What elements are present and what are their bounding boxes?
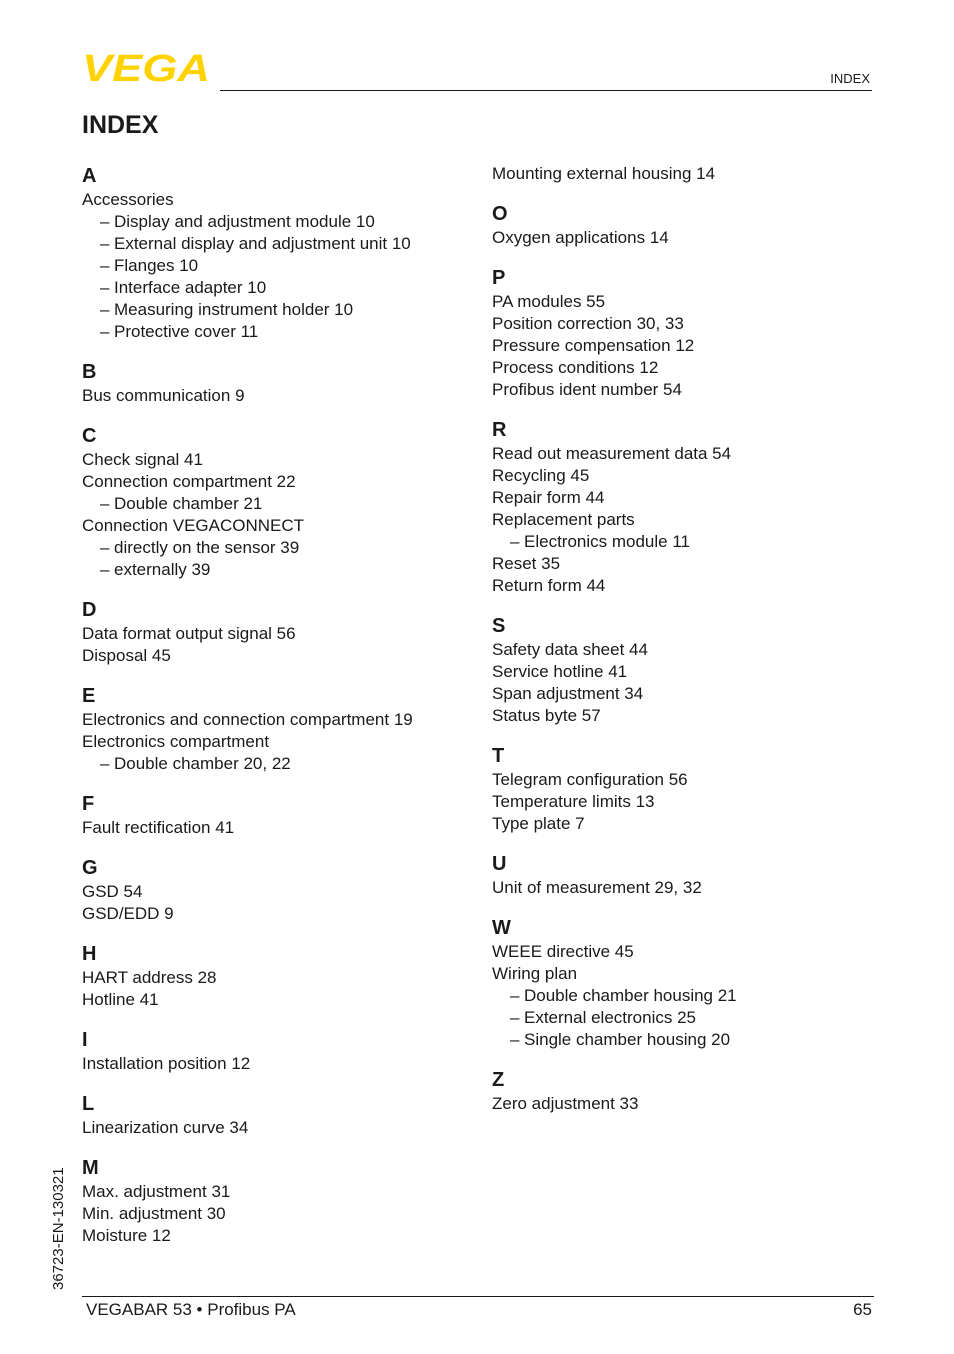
index-entry: [492, 335, 872, 357]
index-letter-heading: H: [82, 943, 97, 965]
index-entry: [492, 683, 872, 705]
subentry-dash: –: [510, 1008, 520, 1027]
entry-text: Max. adjustment 31: [82, 1182, 231, 1201]
index-entry: [82, 449, 472, 471]
index-entry: [492, 791, 872, 813]
entry-text: Electronics compartment: [82, 732, 270, 751]
index-group: [82, 163, 472, 343]
index-subentry: [82, 233, 472, 255]
index-group: [492, 915, 872, 1051]
footer-product: VEGABAR 53 • Profibus PA: [86, 1300, 296, 1319]
index-group: [82, 683, 472, 775]
entry-text: Double chamber 21: [114, 494, 263, 513]
index-subentry: [492, 985, 872, 1007]
index-entry: [492, 769, 872, 791]
entry-text: Wiring plan: [492, 964, 578, 983]
subentry-dash: –: [100, 322, 110, 341]
index-group: [492, 743, 872, 835]
document-id: 36723-EN-130321: [50, 1167, 67, 1290]
index-letter-heading: F: [82, 793, 95, 815]
index-subentry: [82, 255, 472, 277]
index-group: [82, 423, 472, 581]
index-entry: [82, 471, 472, 493]
index-entry: [492, 313, 872, 335]
index-letter-heading: W: [492, 917, 511, 939]
entry-text: Return form 44: [492, 576, 606, 595]
index-entry: [492, 163, 872, 185]
index-letter-heading: D: [82, 599, 97, 621]
index-entry: [82, 881, 472, 903]
entry-text: Position correction 30, 33: [492, 314, 684, 333]
page-number: 65: [853, 1300, 872, 1319]
index-entry: [82, 385, 472, 407]
entry-text: Electronics module 11: [524, 532, 690, 551]
index-letter-heading: Z: [492, 1069, 505, 1091]
index-column-right: [492, 163, 872, 1131]
index-group: [492, 1067, 872, 1115]
index-letter-heading: S: [492, 615, 506, 637]
index-group: [82, 855, 472, 925]
subentry-dash: –: [100, 494, 110, 513]
entry-text: Disposal 45: [82, 646, 171, 665]
entry-text: externally 39: [114, 560, 211, 579]
entry-text: Linearization curve 34: [82, 1118, 249, 1137]
index-entry: [492, 487, 872, 509]
entry-text: Oxygen applications 14: [492, 228, 669, 247]
index-entry: [82, 1225, 472, 1247]
entry-text: GSD 54: [82, 882, 143, 901]
index-entry: [82, 623, 472, 645]
index-entry: [82, 817, 472, 839]
entry-text: WEEE directive 45: [492, 942, 634, 961]
index-entry: [82, 1117, 472, 1139]
index-group: [492, 265, 872, 401]
entry-text: Protective cover 11: [114, 322, 259, 341]
entry-text: External electronics 25: [524, 1008, 696, 1027]
index-entry: [492, 509, 872, 531]
entry-text: Profibus ident number 54: [492, 380, 682, 399]
entry-text: Service hotline 41: [492, 662, 628, 681]
index-entry: [82, 1203, 472, 1225]
entry-text: Data format output signal 56: [82, 624, 296, 643]
index-letter-heading: L: [82, 1093, 95, 1115]
subentry-dash: –: [100, 300, 110, 319]
index-entry: [82, 903, 472, 925]
section-label: INDEX: [830, 71, 870, 86]
entry-text: directly on the sensor 39: [114, 538, 300, 557]
entry-text: Temperature limits 13: [492, 792, 655, 811]
subentry-dash: –: [100, 234, 110, 253]
index-column-left: [82, 163, 472, 1263]
entry-text: Span adjustment 34: [492, 684, 644, 703]
subentry-dash: –: [100, 212, 110, 231]
index-group: [82, 941, 472, 1011]
entry-text: Zero adjustment 33: [492, 1094, 639, 1113]
entry-text: Safety data sheet 44: [492, 640, 648, 659]
entry-text: Telegram configuration 56: [492, 770, 688, 789]
index-letter-heading: B: [82, 361, 97, 383]
logo-text: VEGA: [82, 50, 210, 84]
index-letter-heading: U: [492, 853, 507, 875]
index-entry: [82, 189, 472, 211]
index-group: [82, 791, 472, 839]
entry-text: Min. adjustment 30: [82, 1204, 226, 1223]
subentry-dash: –: [100, 560, 110, 579]
index-entry: [82, 515, 472, 537]
index-subentry: [82, 753, 472, 775]
entry-text: Moisture 12: [82, 1226, 171, 1245]
entry-text: Display and adjustment module 10: [114, 212, 375, 231]
index-entry: [492, 443, 872, 465]
index-letter-heading: R: [492, 419, 507, 441]
index-entry: [492, 575, 872, 597]
entry-text: Interface adapter 10: [114, 278, 267, 297]
entry-text: Installation position 12: [82, 1054, 251, 1073]
entry-text: HART address 28: [82, 968, 217, 987]
entry-text: Pressure compensation 12: [492, 336, 695, 355]
index-entry: [492, 357, 872, 379]
subentry-dash: –: [100, 754, 110, 773]
entry-text: Process conditions 12: [492, 358, 659, 377]
entry-text: Status byte 57: [492, 706, 601, 725]
index-entry: [492, 639, 872, 661]
index-letter-heading: O: [492, 203, 508, 225]
entry-text: Double chamber housing 21: [524, 986, 737, 1005]
index-letter-heading: M: [82, 1157, 99, 1179]
entry-text: Read out measurement data 54: [492, 444, 732, 463]
index-entry: [82, 645, 472, 667]
index-group: [82, 1155, 472, 1247]
subentry-dash: –: [100, 538, 110, 557]
index-entry: [82, 709, 472, 731]
entry-text: GSD/EDD 9: [82, 904, 174, 923]
vega-logo: [82, 50, 212, 84]
index-group: [82, 359, 472, 407]
index-entry: [492, 553, 872, 575]
index-entry: [492, 705, 872, 727]
index-subentry: [82, 493, 472, 515]
entry-text: Connection VEGACONNECT: [82, 516, 305, 535]
entry-text: Type plate 7: [492, 814, 585, 833]
index-subentry: [82, 559, 472, 581]
index-letter-heading: E: [82, 685, 96, 707]
entry-text: Recycling 45: [492, 466, 590, 485]
index-group: [82, 1091, 472, 1139]
entry-text: Flanges 10: [114, 256, 199, 275]
index-subentry: [82, 321, 472, 343]
index-group: [82, 1027, 472, 1075]
index-group: [492, 163, 872, 185]
index-subentry: [82, 211, 472, 233]
index-entry: [492, 877, 872, 899]
subentry-dash: –: [100, 278, 110, 297]
index-subentry: [492, 531, 872, 553]
subentry-dash: –: [510, 1030, 520, 1049]
entry-text: Double chamber 20, 22: [114, 754, 291, 773]
entry-text: Unit of measurement 29, 32: [492, 878, 702, 897]
entry-text: Electronics and connection compartment 19: [82, 710, 413, 729]
entry-text: Hotline 41: [82, 990, 159, 1009]
entry-text: External display and adjustment unit 10: [114, 234, 411, 253]
index-letter-heading: G: [82, 857, 98, 879]
index-letter-heading: P: [492, 267, 506, 289]
footer-rule: [82, 1296, 874, 1297]
entry-text: Single chamber housing 20: [524, 1030, 731, 1049]
index-group: [492, 851, 872, 899]
index-group: [492, 417, 872, 597]
index-group: [492, 613, 872, 727]
index-entry: [82, 967, 472, 989]
entry-text: Connection compartment 22: [82, 472, 296, 491]
entry-text: Mounting external housing 14: [492, 164, 716, 183]
index-entry: [492, 661, 872, 683]
entry-text: PA modules 55: [492, 292, 606, 311]
entry-text: Reset 35: [492, 554, 561, 573]
index-entry: [82, 731, 472, 753]
entry-text: Bus communication 9: [82, 386, 245, 405]
index-entry: [492, 379, 872, 401]
header-rule: [220, 90, 872, 91]
index-entry: [82, 1053, 472, 1075]
index-entry: [492, 227, 872, 249]
index-subentry: [82, 537, 472, 559]
entry-text: Check signal 41: [82, 450, 203, 469]
index-subentry: [82, 277, 472, 299]
index-entry: [82, 1181, 472, 1203]
subentry-dash: –: [510, 532, 520, 551]
index-letter-heading: C: [82, 425, 97, 447]
index-entry: [82, 989, 472, 1011]
page-title: INDEX: [82, 111, 159, 139]
index-group: [492, 201, 872, 249]
index-entry: [492, 291, 872, 313]
index-entry: [492, 813, 872, 835]
entry-text: Replacement parts: [492, 510, 635, 529]
entry-text: Accessories: [82, 190, 174, 209]
index-letter-heading: A: [82, 165, 97, 187]
index-subentry: [82, 299, 472, 321]
entry-text: Fault rectification 41: [82, 818, 235, 837]
index-letter-heading: T: [492, 745, 505, 767]
index-entry: [492, 1093, 872, 1115]
subentry-dash: –: [100, 256, 110, 275]
entry-text: Repair form 44: [492, 488, 605, 507]
index-entry: [492, 963, 872, 985]
index-group: [82, 597, 472, 667]
subentry-dash: –: [510, 986, 520, 1005]
index-entry: [492, 465, 872, 487]
index-subentry: [492, 1029, 872, 1051]
index-letter-heading: I: [82, 1029, 88, 1051]
entry-text: Measuring instrument holder 10: [114, 300, 354, 319]
index-subentry: [492, 1007, 872, 1029]
index-entry: [492, 941, 872, 963]
